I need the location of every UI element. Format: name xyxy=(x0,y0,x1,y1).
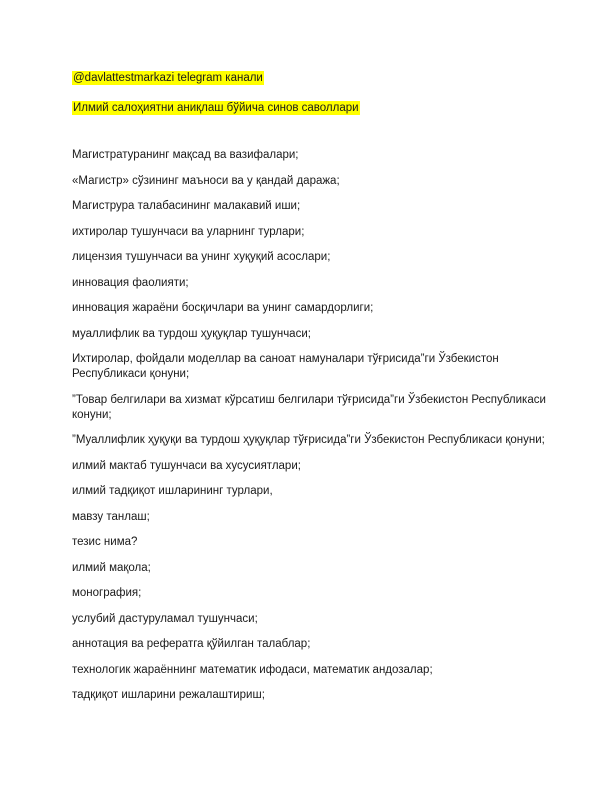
list-item: Магиструра талабасининг малакавий иши; xyxy=(72,200,301,212)
list-item: лицензия тушунчаси ва унинг хуқуқий асослари; xyxy=(72,251,331,263)
list-item: инновация фаолияти; xyxy=(72,276,189,289)
list-item: илмий тадқиқот ишларининг турлари, xyxy=(72,485,273,497)
list-item: илмий мактаб тушунчаси ва хусусиятлари; xyxy=(72,459,301,472)
list-item: услубий дастуруламал тушунчаси; xyxy=(72,612,258,625)
list-item: Ихтиролар, фойдали моделлар ва саноат намуналари тўғрисида”ги Ўзбекистон Республикаси қонуни; xyxy=(72,353,499,380)
list-item: монография; xyxy=(72,587,142,599)
list-item: ”Муаллифлик ҳуқуқи ва турдош ҳуқуқлар тўғрисида”ги Ўзбекистон Республикаси қонуни; xyxy=(72,434,545,446)
channel-line-wrap xyxy=(72,68,552,86)
list-item: ”Товар белгилари ва хизмат кўрсатиш белгилари тўғрисида”ги Ўзбекистон Республикаси конуни; xyxy=(72,393,546,421)
list-item: «Магистр» сўзининг маъноси ва у қандай даража; xyxy=(72,174,340,187)
list-item: тезис нима? xyxy=(72,536,138,548)
list-item: аннотация ва рефератга қўйилган талаблар; xyxy=(72,638,311,650)
list-item: технологик жараённинг математик ифодаси, математик андозалар; xyxy=(72,663,433,676)
question-list xyxy=(72,148,552,714)
title-line-wrap xyxy=(72,98,552,116)
list-item: мавзу танлаш; xyxy=(72,510,150,523)
document-title: Илмий салоҳиятни аниқлаш бўйича синов саволлари xyxy=(73,102,359,114)
document-header xyxy=(72,68,552,116)
list-item: инновация жараёни босқичлари ва унинг самардорлиги; xyxy=(72,302,374,314)
list-item: тадқиқот ишларини режалаштириш; xyxy=(72,689,265,701)
list-item: илмий мақола; xyxy=(72,561,151,574)
list-item: Магистратуранинг мақсад ва вазифалари; xyxy=(72,149,299,161)
list-item: ихтиролар тушунчаси ва уларнинг турлари; xyxy=(72,225,305,238)
list-item: муаллифлик ва турдош ҳуқуқлар тушунчаси; xyxy=(72,327,311,340)
channel-name: @davlattestmarkazi telegram канали xyxy=(73,72,263,84)
